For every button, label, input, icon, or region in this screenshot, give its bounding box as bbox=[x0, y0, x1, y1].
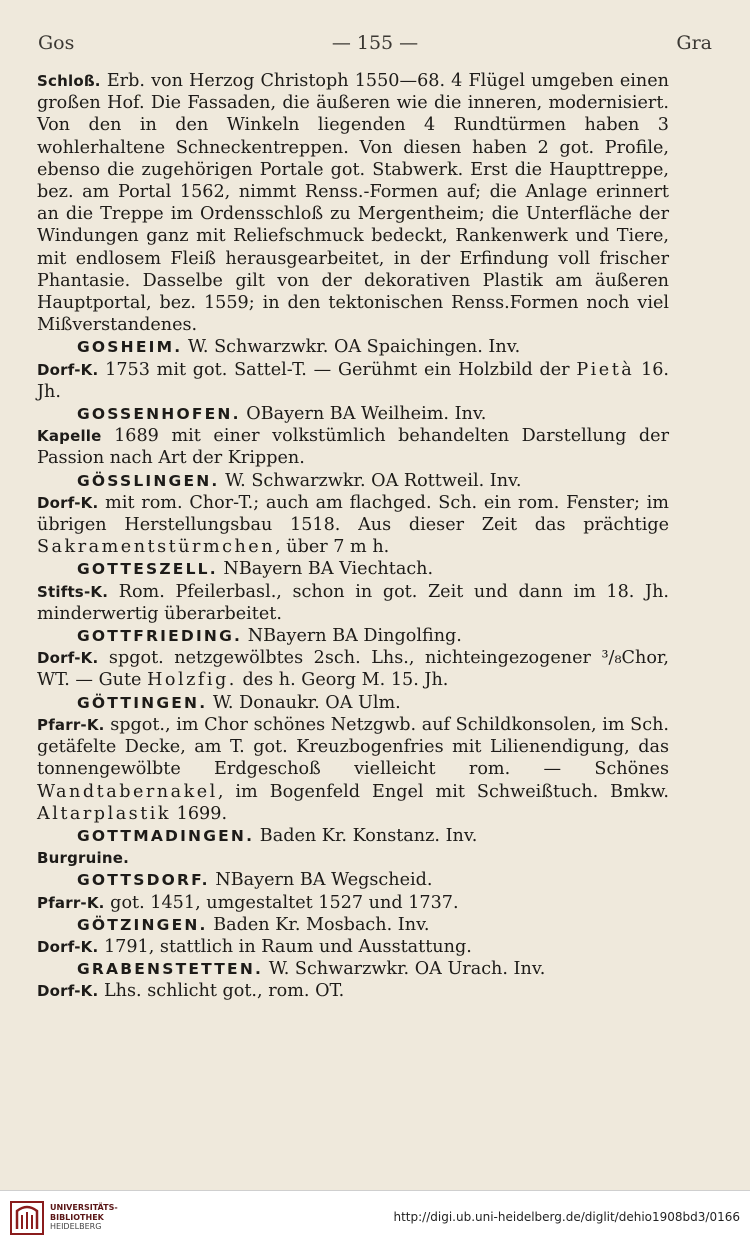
entry-label: Dorf-K. bbox=[37, 982, 99, 1001]
entry-text: Rom. Pfeilerbasl., schon in got. Zeit und dann im 18. Jh. minderwertig überarbeitet. bbox=[37, 581, 669, 624]
entry-text: Erb. von Herzog Christoph 1550—68. 4 Flügel umgeben einen großen Hof. Die Fassaden, die äußeren wie die inneren, modernisiert. Von den in den Winkeln liegenden 4 Rundtürmen haben 3 wohlerhaltene Schneckentreppen. Von diesen haben 2 got. Profile, ebenso die zugehörigen Portale got. Stabwerk. Erst die Haupttreppe, bez. am Portal 1562, nimmt Renss.-Formen auf; die Anlage erinnert an die Treppe im Ordensschloß zu Mergentheim; die Unterfläche der Windungen ganz mit Reliefschmuck bedeckt, Rankenwerk und Tiere, mit endlosem Fleiß herausgearbeitet, in der Erfindung voll frischer Phantasie. Dasselbe gilt von der dekorativen Plastik am äußeren Hauptportal, bez. 1559; in den tektonischen Renss.Formen noch viel Mißverstandenes. bbox=[37, 71, 669, 336]
page-number: — 155 — bbox=[331, 32, 419, 54]
running-header bbox=[38, 32, 712, 56]
place-name: GOTTFRIEDING. bbox=[77, 627, 243, 646]
place-region: W. Schwarzwkr. OA Rottweil. Inv. bbox=[219, 470, 522, 491]
entry-label: Pfarr-K. bbox=[37, 715, 105, 734]
entry-text: , über 7 m h. bbox=[275, 537, 390, 558]
entry-label: Dorf-K. bbox=[37, 937, 99, 956]
entry-label: Dorf-K. bbox=[37, 493, 99, 512]
entry-text: 16. Jh. bbox=[37, 359, 670, 402]
place-name: GRABENSTETTEN. bbox=[77, 960, 264, 979]
place-region: OBayern BA Weilheim. Inv. bbox=[240, 404, 487, 425]
spaced-term: Pietà bbox=[576, 359, 635, 380]
spaced-term: Sakramentstürmchen bbox=[37, 537, 276, 558]
entry-label: Stifts-K. bbox=[37, 582, 109, 601]
place-name: GOTTSDORF. bbox=[77, 871, 210, 890]
entry-heading-gottfrieding bbox=[37, 625, 669, 647]
logo-text bbox=[50, 1203, 118, 1232]
place-region: Baden Kr. Mosbach. Inv. bbox=[207, 914, 430, 935]
entry-text: spgot., im Chor schönes Netzgwb. auf Schildkonsolen, im Sch. getäfelte Decke, am T. got. Kreuzbogenfries mit Lilienendigung, das tonnengewölbte Erdgeschoß vielleicht rom. — Schönes bbox=[37, 714, 669, 780]
university-library-logo-icon bbox=[8, 1199, 46, 1237]
place-name: GÖTTINGEN. bbox=[77, 693, 208, 712]
entry-goettingen bbox=[37, 714, 669, 825]
place-region: W. Schwarzwkr. OA Urach. Inv. bbox=[263, 959, 546, 980]
entry-text: spgot. netzgewölbtes 2sch. Lhs., nichteingezogener ³/₈Chor, WT. — Gute bbox=[37, 648, 669, 691]
entry-schloss bbox=[37, 70, 669, 336]
entry-heading-grabenstetten bbox=[37, 958, 669, 980]
viewer-footer bbox=[0, 1190, 750, 1244]
place-region: NBayern BA Dingolfing. bbox=[242, 626, 462, 647]
entry-heading-gottmadingen bbox=[37, 825, 669, 847]
entry-label: Dorf-K. bbox=[37, 649, 99, 668]
entry-label: Kapelle bbox=[37, 427, 102, 446]
entry-heading-gosslingen bbox=[37, 470, 669, 492]
permalink-url[interactable]: http://digi.ub.uni-heidelberg.de/diglit/dehio1908bd3/0166 bbox=[393, 1210, 740, 1224]
place-region: Baden Kr. Konstanz. Inv. bbox=[254, 825, 478, 846]
entry-gotteszell bbox=[37, 581, 669, 625]
entry-heading-gosheim bbox=[37, 336, 669, 358]
entry-heading-gottsdorf bbox=[37, 869, 669, 891]
header-right: Gra bbox=[676, 32, 712, 54]
entry-text: 1689 mit einer volkstümlich behandelten Darstellung der Passion nach Art der Krippen. bbox=[37, 426, 669, 469]
spaced-term: Holzfig. bbox=[147, 670, 237, 691]
entry-text: 1699. bbox=[171, 803, 228, 824]
entry-gottsdorf bbox=[37, 892, 669, 914]
entry-gosslingen bbox=[37, 492, 669, 559]
entry-grabenstetten bbox=[37, 980, 669, 1002]
entry-text: Lhs. schlicht got., rom. OT. bbox=[98, 981, 345, 1002]
entry-text: got. 1451, umgestaltet 1527 und 1737. bbox=[104, 892, 459, 913]
logo-line: HEIDELBERG bbox=[50, 1222, 102, 1231]
entry-text: , im Bogenfeld Engel mit Schweißtuch. Bmkw. bbox=[217, 781, 669, 802]
place-name: GÖTZINGEN. bbox=[77, 915, 208, 934]
place-name: GÖSSLINGEN. bbox=[77, 471, 220, 490]
entry-label: Schloß. bbox=[37, 72, 101, 90]
place-region: NBayern BA Wegscheid. bbox=[209, 870, 433, 891]
logo-line: BIBLIOTHEK bbox=[50, 1212, 104, 1222]
place-name: GOSSENHOFEN. bbox=[77, 405, 241, 424]
entry-heading-gossenhofen bbox=[37, 403, 669, 425]
entry-text: 1753 mit got. Sattel-T. — Gerühmt ein Holzbild der bbox=[98, 359, 577, 380]
entry-gottfrieding bbox=[37, 647, 669, 691]
place-region: W. Schwarzwkr. OA Spaichingen. Inv. bbox=[182, 337, 521, 358]
place-name: GOSHEIM. bbox=[77, 338, 183, 357]
entry-gosheim bbox=[37, 359, 669, 403]
body-text bbox=[37, 70, 669, 1003]
entry-label: Dorf-K. bbox=[37, 360, 99, 379]
entry-goetzingen bbox=[37, 936, 669, 958]
place-name: GOTTMADINGEN. bbox=[77, 826, 255, 845]
entry-text: mit rom. Chor-T.; auch am flachged. Sch. ein rom. Fenster; im übrigen Herstellungsbau 1518. Aus dieser Zeit das prächtige bbox=[37, 492, 669, 536]
entry-gossenhofen bbox=[37, 425, 669, 469]
entry-heading-goetzingen bbox=[37, 914, 669, 936]
entry-text: des h. Georg M. 15. Jh. bbox=[236, 670, 449, 691]
place-name: GOTTESZELL. bbox=[77, 560, 218, 579]
place-region: NBayern BA Viechtach. bbox=[217, 559, 434, 580]
entry-text: 1791, stattlich in Raum und Ausstattung. bbox=[98, 936, 472, 957]
header-left: Gos bbox=[38, 32, 75, 54]
entry-label: Pfarr-K. bbox=[37, 893, 105, 912]
entry-label: Burgruine. bbox=[37, 849, 130, 868]
entry-gottmadingen bbox=[37, 847, 669, 869]
entry-heading-goettingen bbox=[37, 692, 669, 714]
logo-line: UNIVERSITÄTS- bbox=[50, 1203, 118, 1212]
spaced-term: Altarplastik bbox=[37, 803, 172, 824]
entry-heading-gotteszell bbox=[37, 558, 669, 580]
spaced-term: Wandtabernakel bbox=[37, 781, 218, 802]
place-region: W. Donaukr. OA Ulm. bbox=[207, 692, 401, 713]
